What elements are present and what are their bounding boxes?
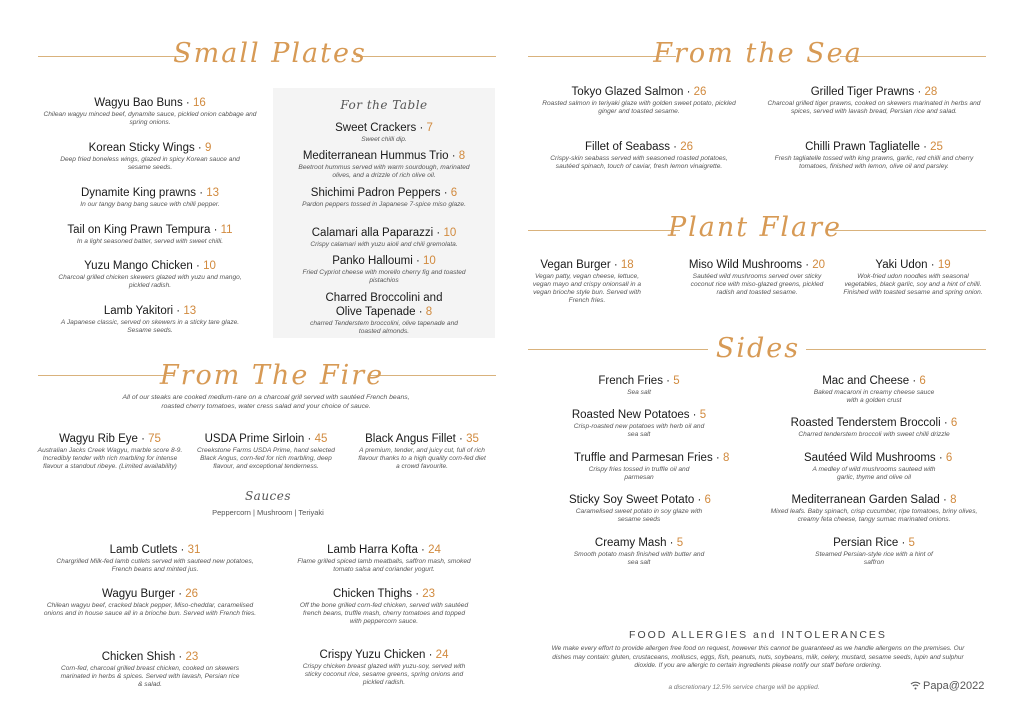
- allergies-text: We make every effort to provide allergen free food on request, however this cannot be guaranteed as we handle allergens on the premises. Our dishes may contain: gluten, crustaceans, molluscs, eggs, fish, peanuts, nuts, soybeans, milk, celery, mustard, sesame seeds, lupin and sulphur dioxide. If you are allergic to certain ingredients please notify our staff before ordering.: [551, 645, 965, 669]
- menu-item: Tail on King Prawn Tempura · 11 In a light seasoned batter, served with sweet chilli.: [67, 224, 233, 245]
- sauces-title: Sauces: [244, 489, 292, 503]
- menu-item: Miso Wild Mushrooms · 20 Sautéed wild mushrooms served over sticky coconut rice with miso-glazed greens, pickled radish and toasted sesame.: [688, 259, 826, 296]
- menu-item: Roasted Tenderstem Broccoli · 6 Charred tenderstem broccoli with sweet chilli drizzle: [790, 417, 958, 438]
- sauce-options: Peppercorn | Mushroom | Teriyaki: [212, 508, 324, 517]
- menu-item: Creamy Mash · 5 Smooth potato mash finished with butter and sea salt: [573, 537, 705, 566]
- menu-item: Truffle and Parmesan Fries · 8 Crispy fries tossed in truffle oil and parmesan: [574, 452, 730, 481]
- menu-item: Vegan Burger · 18 Vegan patty, vegan cheese, lettuce, vegan mayo and crispy onionsall in a vegan brioche style bun. Served with French fries.: [532, 259, 642, 304]
- section-title-from-the-fire: From The Fire: [159, 360, 385, 391]
- divider: [528, 230, 680, 231]
- menu-item: Korean Sticky Wings · 9 Deep fried boneless wings, glazed in spicy Korean sauce and sesame seeds.: [60, 142, 240, 171]
- steak-intro: All of our steaks are cooked medium-rare on a charcoal grill served with sautéed French beans, roasted cherry tomatoes, water cress salad and your choice of sauce.: [122, 394, 410, 410]
- divider: [38, 56, 184, 57]
- menu-item: Yuzu Mango Chicken · 10 Charcoal grilled chicken skewers glazed with yuzu and mango, pickled radish.: [58, 260, 242, 289]
- menu-item: Wagyu Burger · 26 Chilean wagyu beef, cracked black pepper, Miso-cheddar, caramelised onions and in house sauce all in a brioche bun. Served with French fries.: [43, 588, 257, 617]
- divider: [830, 230, 986, 231]
- menu-item: Mediterranean Hummus Trio · 8 Beetroot hummus served with warm sourdough, marinated olives, and a drizzle of rich olive oil.: [298, 150, 470, 179]
- section-title-plant-flare: Plant Flare: [667, 212, 843, 243]
- menu-item: Mediterranean Garden Salad · 8 Mixed leafs. Baby spinach, crisp cucumber, ripe tomatoes, briny olives, creamy feta cheese, tangy sumac marinated onions.: [770, 494, 978, 523]
- menu-item: Lamb Cutlets · 31 Chargrilled Milk-fed lamb cutlets served with sauteed new potatoes, French beans and minted jus.: [56, 544, 254, 573]
- section-title-sides: Sides: [715, 333, 801, 364]
- divider: [528, 349, 708, 350]
- menu-item: Chicken Thighs · 23 Off the bone grilled corn-fed chicken, served with sautéed french beans, truffle mash, cherry tomatoes and topped with peppercorn sauce.: [299, 588, 469, 625]
- menu-item: Sweet Crackers · 7 Sweet chilli dip.: [335, 122, 433, 143]
- menu-item: Dynamite King prawns · 13 In our tangy bang bang sauce with chilli pepper.: [80, 187, 220, 208]
- menu-item: Chilli Prawn Tagliatelle · 25 Fresh tagliatelle tossed with king prawns, garlic, red chilli and cherry tomatoes, finished with lemon, olive oil and parsley.: [774, 141, 974, 170]
- wifi-icon: [910, 681, 921, 690]
- menu-item: Tokyo Glazed Salmon · 26 Roasted salmon in teriyaki glaze with golden sweet potato, pickled ginger and toasted sesame.: [542, 86, 736, 115]
- divider: [370, 375, 496, 376]
- menu-item: Mac and Cheese · 6 Baked macaroni in creamy cheese sauce with a golden crust: [813, 375, 935, 404]
- menu-item: Black Angus Fillet · 35 A premium, tender, and juicy cut, full of rich flavour thanks to a high quality corn-fed diet a crowd favourite.: [358, 433, 486, 470]
- menu-item: Grilled Tiger Prawns · 28 Charcoal grilled tiger prawns, cooked on skewers marinated in herbs and spices, served with lavash bread, Persian rice and salad.: [767, 86, 981, 115]
- menu-item: Fillet of Seabass · 26 Crispy-skin seabass served with seasoned roasted potatoes, sautéed spinach, touch of caviar, fresh lemon vinaigrette.: [550, 141, 728, 170]
- menu-item: Lamb Harra Kofta · 24 Flame grilled spiced lamb meatballs, saffron mash, smoked tomato salsa and coriander yogurt.: [297, 544, 471, 573]
- divider: [356, 56, 496, 57]
- menu-item: Chicken Shish · 23 Corn-fed, charcoal grilled breast chicken, cooked on skewers marinated in herbs & spices. Served with lavash, Persian rice & salad.: [60, 651, 240, 688]
- section-title-from-the-sea: From the Sea: [653, 38, 863, 69]
- menu-item: Panko Halloumi · 10 Fried Cypriot cheese with morello cherry fig and toasted pistachios: [302, 255, 466, 284]
- menu-item: Wagyu Rib Eye · 75 Australian Jacks Creek Wagyu, marble score 8-9. Incredibly tender with rich marbling for intense flavour a standout ribeye. (Limited availability): [37, 433, 183, 470]
- section-title-small-plates: Small Plates: [173, 38, 367, 69]
- menu-item: Yaki Udon · 19 Wok-fried udon noodles with seasonal vegetables, black garlic, soy and a hint of chilli. Finished with toasted sesame and spring onion.: [843, 259, 983, 296]
- copyright: Papa@2022: [910, 680, 984, 692]
- menu-item: Lamb Yakitori · 13 A Japanese classic, served on skewers in a sticky tare glaze. Sesame seeds.: [60, 305, 240, 334]
- menu-item: Sautéed Wild Mushrooms · 6 A medley of wild mushrooms sauteed with garlic, thyme and olive oil: [804, 452, 953, 481]
- allergies-title: FOOD ALLERGIES and INTOLERANCES: [629, 629, 887, 641]
- divider: [806, 349, 986, 350]
- menu-item: Roasted New Potatoes · 5 Crisp-roasted new potatoes with herb oil and sea salt: [571, 409, 707, 438]
- menu-item: Persian Rice · 5 Steamed Persian-style rice with a hint of saffron: [815, 537, 933, 566]
- menu-item: Wagyu Bao Buns · 16 Chilean wagyu minced beef, dynamite sauce, pickled onion cabbage and spring onions.: [43, 97, 257, 126]
- menu-item: Shichimi Padron Peppers · 6 Pardon peppers tossed in Japanese 7-spice miso glaze.: [302, 187, 466, 208]
- menu-item: Charred Broccolini and Olive Tapenade · 8 charred Tenderstem broccolini, olive tapenade and toasted almonds.: [310, 292, 458, 335]
- service-charge-note: a discretionary 12.5% service charge will be applied.: [668, 684, 820, 691]
- menu-item: USDA Prime Sirloin · 45 Creekstone Farms USDA Prime, hand selected Black Angus, corn-fed for rich marbling, deep flavour, and exceptional tenderness.: [197, 433, 335, 470]
- section-title-for-the-table: For the Table: [340, 98, 428, 112]
- divider: [38, 375, 174, 376]
- menu-item: Crispy Yuzu Chicken · 24 Crispy chicken breast glazed with yuzu-soy, served with sticky coconut rice, sesame greens, spring onions and pickled radish.: [302, 649, 466, 686]
- menu-item: Calamari alla Paparazzi · 10 Crispy calamari with yuzu aioli and chili gremolata.: [310, 227, 458, 248]
- menu-item: French Fries · 5 Sea salt: [598, 375, 680, 396]
- menu-item: Sticky Soy Sweet Potato · 6 Caramelised sweet potato in soy glaze with sesame seeds: [569, 494, 711, 523]
